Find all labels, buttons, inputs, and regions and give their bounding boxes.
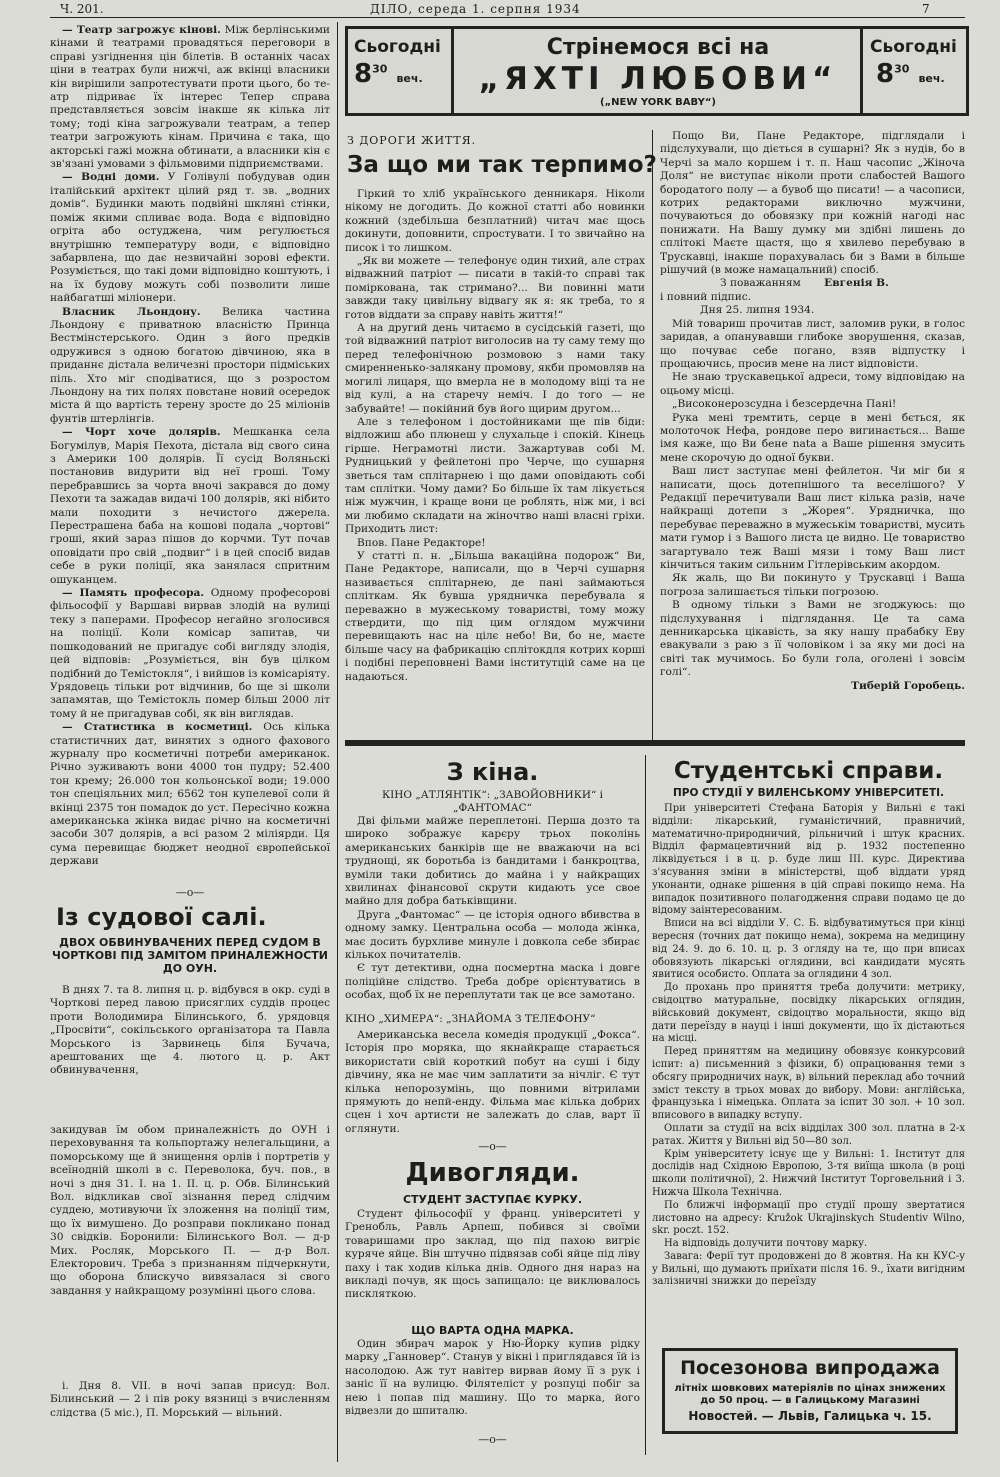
student-p9: Завага: Ферії тут продовжені до 8 жовтня. На кн КУС-у у Вильні, що думають приїхати після 16. 9., їхати вигідним залізничні знижки до переїзду — [652, 1250, 965, 1288]
cinema-p3: Є тут детективи, одна посмертна маска і довге поліційне слідство. Треба добре орієнтуватись в особах, щоб їх не переплутати так це все замотано. — [345, 962, 640, 1002]
reply-p3: „Високонерозсудна і безсердечна Пані! — [672, 398, 897, 411]
student-p2: Вписи на всі відділи У. С. Б. відбуватимуться при кінці вересня (точних дат покищо нема), зокрема на медицину від 24. 9. до 6. 10. ц. р. З огляду на те, що при вписах обовязують лікарські оглядини, всі кандидати мусять явитися особисто. Оплата за оглядини 4 зол. — [652, 918, 965, 981]
reply-p6: Як жаль, що Ви покинуто у Трускавці і Ваша погроза залишається тільки погрозою. — [660, 572, 965, 598]
reply-p1: Мій товариш прочитав лист, заломив руки, в голос заридав, а опанувавши глибоке зворушення, сказав, що почуває себе погано, взяв відпустку і прощаючись, просив мене на лист відповісти. — [660, 317, 965, 370]
student-p8: На відповідь долучити почтову марку. — [664, 1238, 868, 1250]
sale-ad-title: Посезонова випродажа — [680, 1357, 940, 1379]
court-paragraph-1: В днях 7. та 8. липня ц. р. відбувся в окр. суді в Чорткові перед лавою присяглих суддів процес проти Володимира Білинського, б. урядовця „Просвіти“, сокільського організатора та Павла Морського із Зарвинець біля Бучача, арештованих ще 4. лютого ц. р. Акт обвинувачення, — [50, 984, 330, 1077]
header-rule — [50, 17, 965, 18]
curiosities-title: Дивогляди. — [405, 1158, 580, 1188]
ad-film-title: „ЯХТІ ЛЮБОВИ“ — [478, 61, 838, 97]
feuilleton-p1: Гіркий то хліб українського денникаря. Ніколи нікому не догодить. До кожної статті або новинки кожний (здебільша безплатний) читач має щось докинути, доповнити, спростувати. І то звичайно на писок і то лишком. — [345, 188, 645, 254]
brief-text-6: Ось кілька статистичних дат, винятих з одного фахового журналу про косметичні потреби американок. Річно зуживають вони 4000 тон пудру; 52.400 тон крему; 26.000 тон кольонської води; 19.000 тон спеціяльних мил; 6562 тон купелевої соли й вкінці 2375 тон помадок до уст. Пересічно кожна американська жінка видає річно на косметичні засоби 307 долярів, а всі разом 2 міліярди. Ця сума перевищає бюджет неодної європейської держави — [50, 721, 330, 868]
feuilleton-column-1 — [345, 188, 645, 743]
brief-text-3: Велика частина Льондону є приватною власністю Принца Вестмінстерського. Один з його предків одружився з одною богатою дівчиною, яка в приданнє дістала величезні простори підміських піль. Хто міг сподіватися, що з розростом Льондону на тих полях повстане новий осередок міста й що вартість терену зросте до 25 міліонів фунтів штерлінгів. — [50, 305, 331, 425]
ad-divider-right — [860, 29, 863, 113]
brief-lead-4: — Чорт хоче долярів. — [62, 426, 221, 439]
column-divider-left — [337, 22, 338, 1462]
section-rule — [345, 740, 965, 746]
brief-text-5: Одному професорові фільософії у Варшаві вирвав злодій на вулиці теку з паперами. Професор негайно зголосився на поліції. Коли комісар запитав, чи пошкодований не пригадує собі вигляду злодія, цей відповів: „Розуміється, він був цілком подібний до Темістокля“, і вийшов із комісаріяту. Урядовець тільки рот відчинив, бо ще зі школи запамятав, що Темістокль помер більш 2000 літ тому й не пригадував собі, як він виглядав. — [50, 587, 331, 720]
sale-ad-address: Новостей. — Львів, Галицька ч. 15. — [688, 1409, 932, 1423]
cinema-review-2 — [345, 1029, 640, 1139]
curiosity-text-1 — [345, 1208, 640, 1318]
reply-p5: Ваш лист заступає мені фейлетон. Чи міг би я написати, щось дотепнішого та веселішого? У Редакції перечитували Ваш лист кілька разів, наче найкращі дотепи з „Жорея“. Урядничка, що перебуває переважно в мужеськім товаристві, мусить мати гумор і з Вашого листа це видно. Це товариство загартувало теж Ваші мязи і тому Ваш лист кінчиться таким сильним Гітлерівським акордом. — [660, 465, 965, 571]
feuilleton-p4: Але з телефоном і достойниками ще пів біди: відложиш або плюнеш у слухальце і спокій. Кінець гірше. Неграмотні листи. Зажартував собі М. Рудницький у фейлетоні про Черче, що сушарня зветься там сплітарнею і що дами оповідають собі там сплітки. Чому дами? Бо більше їх там лікується ніж мужчин, і краще вони це роблять, ніж ми, і всі ми любимо складати на жіночтво наші власні гріхи. Приходить лист: — [345, 415, 645, 536]
feuilleton-p5: Впов. Пане Редакторе! — [357, 536, 486, 549]
court-text-1 — [50, 984, 330, 1094]
curiosity-heading-1: СТУДЕНТ ЗАСТУПАЄ КУРКУ. — [402, 1193, 583, 1206]
ad-today-right: Сьогодні — [870, 37, 957, 57]
feuilleton-p2: „Як ви можете — телефонує один тихий, але страх відважний патріот — писати в такій-то справі так поміркована, так стримано?... Ви повинні мати завжди таку цивільну відвагу як я: як треба, то я готов віддати за справу навіть життя!“ — [345, 255, 645, 321]
court-section-title: Із судової салі. — [56, 903, 267, 931]
sale-ad — [662, 1348, 958, 1434]
separator: —о— — [175, 886, 205, 899]
ad-time-left: $8^{30}$ веч. — [354, 59, 423, 89]
letter-greeting: З поважанням Евгенія В. — [720, 277, 889, 290]
student-p4: Перед приняттям на медицину обовязує конкурсовий іспит: а) письменний з фізики, б) опрацювання теми з обсягу природничих наук, в) вільний переклад або точний зміст тексту в трьох мовах до вибору. Мови: англійська, французька і німецька. Оплата за іспит 30 зол. + 10 зол. вписового в випадку вступу. — [652, 1046, 965, 1122]
letter-date: Дня 25. липня 1934. — [700, 304, 815, 317]
cinema-ad — [345, 26, 969, 116]
student-p5: Оплати за студії на всіх відділах 300 зол. платна в 2-х ратах. Життя у Вильні від 50—80 зол. — [652, 1122, 965, 1147]
cinema-section-title: З кіна. — [446, 758, 539, 786]
court-text-3 — [50, 1380, 330, 1440]
ad-headline: Стрінемося всі на — [546, 35, 770, 60]
student-subtitle: ПРО СТУДІЇ У ВИЛЕНСЬКОМУ УНІВЕРСИТЕТІ. — [672, 787, 945, 799]
sale-ad-text: літніх шовкових матеріялів по цінах знижених до 50 проц. — в Галицькому Магазині — [674, 1383, 946, 1406]
brief-lead-5: — Память професора. — [62, 587, 205, 600]
cinema-review-1 — [345, 815, 640, 1008]
curiosity-text-2 — [345, 1338, 640, 1432]
ad-film-subtitle: („NEW YORK BABY“) — [600, 97, 716, 108]
cinema-p1: Дві фільми майже переплетоні. Перша дозто та широко зображує карєру трьох поколінь американських банкірів ще не вважаючи на всі труднощі, як боротьба із бандитами і банкроцтва, вуміли таки добитись до майна і у найкращих хвилинах фінансової скрути кидають усе свое майно для добра батьківщини. — [345, 815, 640, 908]
brief-text-2: У Голівулі побудував один італійський архітект цілий ряд т. зв. „водних домів“. Будинки мають подвійні шкляні стінки, поміж якими спливає вода. Вода є відповідно огріта або остуджена, чим регулюється внутрішню температуру води, є відповідно забарвлена, що дає незвичайні зорові ефекти. Розуміється, що такі доми відповідно коштують, і на їх будову можуть собі позволити лише найбагатші міліонери. — [50, 171, 330, 305]
court-paragraph-2: закидував їм обом приналежність до ОУН і переховування та кольпортажу нелегальщини, а поморському ще й знищення орлів і портретів у всеїнодній школі в с. Переволока, буч. пов., в ночі з дня 31. I. на 1. II. ц. р. Обв. Білинський Вол. відкликав свої зізнання перед слідчим суддею, мотивуючи їх зложення на поліції тим, що їх вимушено. До розправи покликано понад 30 свідків. Боронили: Білинського Вол. — д-р Мих. Росляк, Морського П. — д-р Вол. Електорович. Треба з признанням підчеркнути, що оборона блискучо вивязалася зі свого завдання у найкращому розумінні цього слова. — [50, 1124, 330, 1297]
cinema-p4: Американська весела комедія продукції „Фокса“. Історія про моряка, що якнайкраще старається використати свій короткий побут на суші і біду дівчину, яка не має чим заплатити за нічліг. Є тут кілька непорозумінь, що повними вітрилами прямують до непй-енду. Фільма має кілька добрих сцен і хоч артисти не залежать до слав, варт її оглянути. — [345, 1029, 640, 1135]
ad-today-left: Сьогодні — [354, 37, 441, 57]
brief-lead-3: Власник Льондону. — [62, 305, 201, 318]
reply-p2: Не знаю трускавецької адреси, тому відповідаю на оцьому місці. — [660, 371, 965, 397]
student-p3: До прохань про приняття треба долучити: метрику, свідоцтво матуральне, посвідку лікарських оглядин, військовий документ, свідоцтво моральности, якщо від дати переїзду в науці і інші документи, що їх дістаються на місці. — [652, 982, 965, 1045]
curiosity-p2: Один збирач марок у Ню-Йорку купив рідку марку „Ганновер“. Станув у вікні і приглядався їй із насолодою. Аж тут навітер вирвав йому її з рук і заніс її на вулицю. Філятеліст у розпуці побіг за нею і попав під машину. Що то марка, його відвезли до шпиталю. — [345, 1338, 640, 1418]
masthead-date: ДІЛО, середа 1. серпня 1934 — [370, 2, 581, 16]
curiosity-p1: Студент фільософії у франц. університеті у Гренобль, Равль Арпеш, побився зі своїми товаришами про заклад, що під пахою вигріє куряче яйце. Він штучно підвязав собі яйце під ліву паху і так ходив кілька днів. Одного дня нараз на викладі почув, як щось запищало: це виклювалось пискляткою. — [345, 1208, 640, 1301]
cinema-heading-1: КІНО „АТЛЯНТІК“: „ЗАВОЙОВНИКИ“ і „ФАНТОМАС“ — [381, 789, 604, 815]
brief-lead-6: — Статистика в косметиці. — [62, 721, 253, 734]
student-article — [652, 803, 965, 1325]
court-subtitle: ДВОХ ОБВИНУВАЧЕНИХ ПЕРЕД СУДОМ В ЧОРТКОВІ ПІД ЗАМІТОМ ПРИНАЛЕЖНОСТИ ДО ОУН. — [51, 936, 329, 975]
brief-lead-2: — Водні доми. — [62, 171, 160, 184]
student-section-title: Студентські справи. — [673, 758, 944, 784]
cinema-p2: Друга „Фантомас“ — це історія одного вбивства в одному замку. Центральна особа — молода жінка, має досить бурхливе минуле і довкола себе збирає кількох почитателів. — [345, 908, 640, 962]
separator: —о— — [478, 1433, 507, 1446]
student-p7: По ближчі інформації про студії прошу звертатися листовно на адресу: Kružok Ukrajinskych Studentiv Wilno, skr. poczt. 152. — [652, 1199, 965, 1237]
letter-signature-note: і повний підпис. — [660, 290, 752, 303]
feuilleton-author: Тиберій Горобець. — [851, 679, 965, 692]
court-text-2 — [50, 1124, 330, 1297]
column-divider-mid-top — [652, 130, 653, 745]
issue-number: Ч. 201. — [60, 2, 104, 16]
feuilleton-title: За що ми так терпимо? — [347, 152, 657, 178]
brief-text-4: Мешканка села Богумілув, Марія Пехота, дістала від свого сина з Америки 100 долярів. Її сусід Воляньскі постановив видурити від неї гроші. Тому перебравшись за чорта вночі закрався до дому Пехоти та зажадав видачі 100 долярів, які нібито мали походити з нечистого джерела. Перестрашена баба на кошові подала „чортові“ гроші, який зараз пішов до корчми. Тут почав оповідати про свій „подвиг“ і в цей спосіб видав себе в руки поліції, яка занялася спритним ошуканцем. — [50, 426, 330, 586]
page-number: 7 — [922, 2, 930, 16]
feuilleton-column-2 — [660, 130, 965, 730]
curiosity-heading-2: ЩО ВАРТА ОДНА МАРКА. — [411, 1324, 574, 1337]
letter-p1: Пощо Ви, Пане Редакторе, підглядали і підслухували, що діється в сушарні? Як з нудів, бо в Черчі за мало коршем і т. п. Наш часопис „Жіноча Доля“ не виступає ніколи проти слабостей Вашого бородатого полу — а бувоб що писати! — а часописи, котрих редакторами виключно мужчини, почуваються до обовязку при кожній нагоді нас понижати. На Вашу думку ми здібні лишень до сплітокі Маєте щастя, що я хвилево перебуваю в Трускавці, інакше порахувалась би з Вами в більше рішучий (в може намацальний) спосіб. — [660, 130, 965, 277]
brief-lead-1: — Театр загрожує кінові. — [62, 24, 221, 36]
section-kicker: З ДОРОГИ ЖИТТЯ. — [347, 134, 477, 147]
student-p6: Крім університету існує ще у Вильні: 1. Інститут для дослідів над Східною Европою, 3-тя виїща школа (в році школи політичної), 2. Нижчий Інститут Торговельний і 3. Нижча Школа Технічна. — [652, 1148, 965, 1198]
student-p1: При університеті Стефана Баторія у Вильні є такі відділи: лікарський, гуманістичний, правничий, математично-природничий, рільничий і штук красних. Відділ фармацевтичний від р. 1932 постепенно ліквідується і в ц. р. буде лиш III. курс. Директива з'ясування зміни в міністерстві, щоб віддати уряд уконанти, однаке рішення в цій справі покищо нема. На випадок позитивного полагодження справи подамо це до відому заінтересованим. — [652, 803, 965, 917]
court-paragraph-3: і. Дня 8. VII. в ночі запав присуд: Вол. Білинський — 2 і пів року вязниці з вчисленням слідства (5 міс.), П. Морський — вільний. — [50, 1380, 330, 1419]
feuilleton-p6: У статті п. н. „Більша вакаційна подорож“ Ви, Пане Редакторе, написали, що в Черчі сушарня називається сплітарнею, де пані займаються спліткам. Як бувша урядничка перебувала я переважно в мужеському товаристві, тому можу ствердити, що під цим оглядом мужчини перевищають нас на цілє небо! Ви, бо не, маєте більше часу на фабрикацію сплітокдля котрих корші і подібні переповнені Вами інститутцій саме на це надаються. — [345, 549, 645, 683]
reply-p7: В одному тільки з Вами не згоджуюсь: що підслухування і підглядання. Це та сама денникарська цікавість, за яку нашу прабабку Еву евакували з раю з її чоловіком і за яку ми досі на світі так мучимось. Бо були гола, оголені і зовсім голі“. — [660, 599, 965, 679]
cinema-heading-2: КІНО „ХИМЕРА“: „ЗНАЙОМА З ТЕЛЕФОНУ“ — [345, 1013, 596, 1025]
reply-p4: Рука мені тремтить, серце в мені бється, як молоточок Нефа, рондове перо вигинається... Ваше імя каже, що Ви бене nata а Ваше рішення змусить мене скорочую до одної букви. — [660, 411, 965, 464]
separator: —о— — [478, 1140, 507, 1153]
left-column-briefs — [50, 24, 330, 894]
ad-time-right: $8^{30}$ веч. — [876, 59, 945, 89]
column-divider-mid-bottom — [645, 755, 646, 1455]
feuilleton-p3: А на другий день читаємо в сусідській газеті, що той відважний патріот виголосив на ту саму тему що перед телефонічною розмовою з нами таку смиренненько-залякану промову, якби промовляв на могилі лицаря, що вмерла не в молодому віці та не від кулі, а на старечу неміч. І до того — не забувайте! — покійний був його щирим другом... — [345, 322, 645, 415]
ad-divider-left — [451, 29, 454, 113]
brief-text-1: Між берлінськими кінами й театрами провадяться переговори в справі узгіднення цін білетів. В останніх часах ціни в театрах були нижчі, аж вкінці власники кін вирішили запротестувати проти цього, бо те-атр підриває їх інтерес Тепер справа представляється зовсім інакше як кілька літ тому; тоді кіна загрожували театрам, а тепер театри загрожують кінам. Причина є така, що акторські гажі можна обтинати, а власники кін є зв'язані умовами з фільмовими підприємствами. — [50, 24, 330, 171]
